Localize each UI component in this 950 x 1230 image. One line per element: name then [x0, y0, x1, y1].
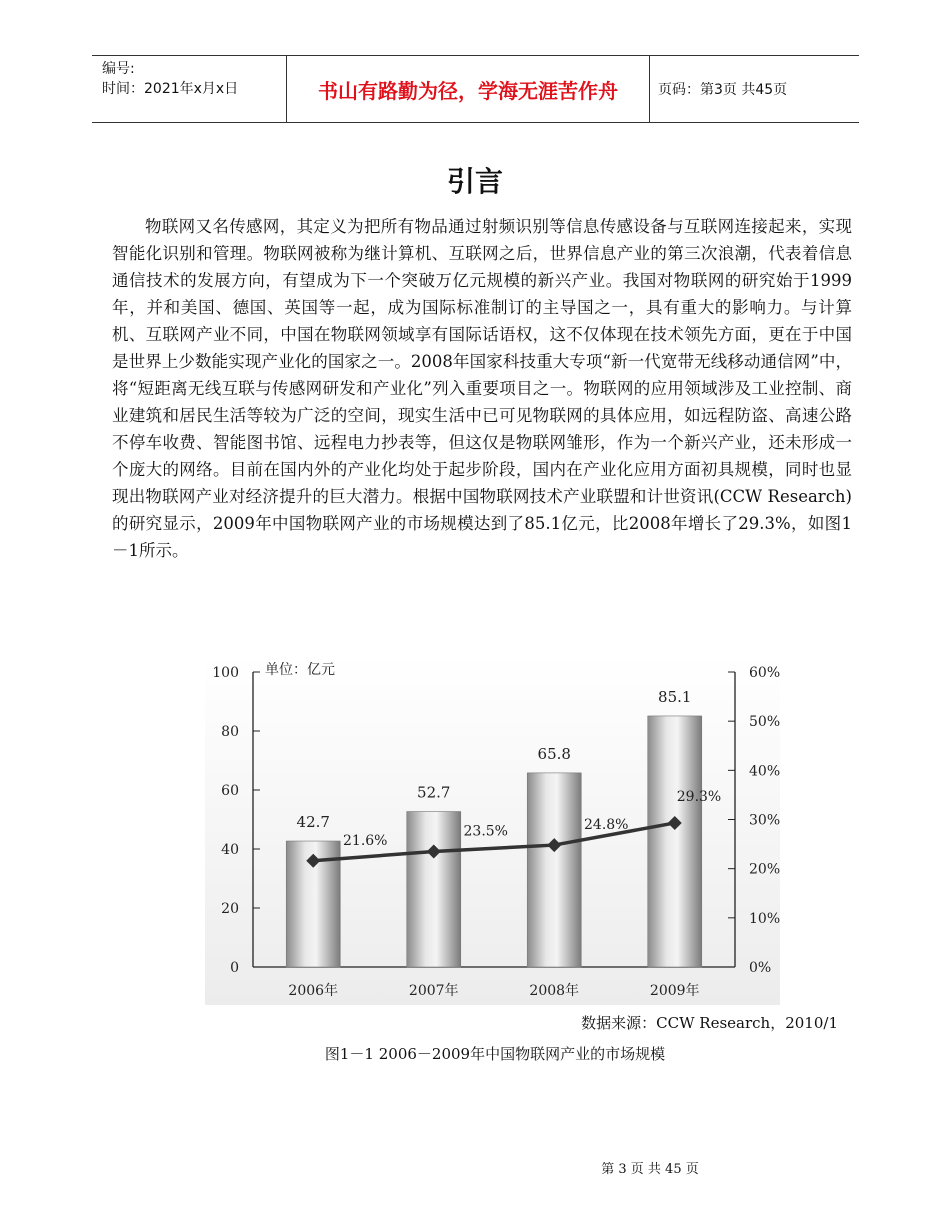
data-source: 数据来源：CCW Research，2010/1: [581, 1014, 838, 1032]
page-footer: 第 3 页 共 45 页: [601, 1162, 699, 1177]
x-tick-label: 2006年: [288, 983, 339, 999]
bar: [407, 812, 461, 967]
y-tick-label: 80: [221, 724, 239, 740]
chart-svg: [205, 655, 780, 1005]
y-tick-label: 100: [212, 665, 239, 681]
y2-tick-label: 60%: [749, 665, 780, 681]
bar-value-label: 85.1: [658, 687, 692, 706]
header-motto: 书山有路勤为径，学海无涯苦作舟: [318, 78, 618, 103]
growth-label: 24.8%: [584, 817, 629, 834]
bar: [648, 716, 702, 967]
time-label: 时间：2021年x月x日: [102, 81, 239, 97]
unit-label: 单位：亿元: [265, 662, 335, 678]
x-tick-label: 2009年: [649, 983, 700, 999]
x-tick-label: 2008年: [529, 983, 580, 999]
y2-tick-label: 40%: [749, 763, 780, 780]
y-tick-label: 0: [230, 960, 239, 976]
growth-label: 23.5%: [463, 823, 508, 840]
page-header: [92, 55, 859, 123]
header-divider: [649, 56, 650, 122]
y2-tick-label: 30%: [749, 812, 780, 829]
x-tick-label: 2007年: [408, 983, 459, 999]
header-page-info: 页码：第3页 共45页: [658, 82, 788, 98]
bar-value-label: 65.8: [537, 744, 571, 763]
body-paragraph: 物联网又名传感网，其定义为把所有物品通过射频识别等信息传感设备与互联网连接起来，实现智能化识别和管理。物联网被称为继计算机、互联网之后，世界信息产业的第三次浪潮，代表着信息通信技术的发展方向，有望成为下一个突破万亿元规模的新兴产业。我国对物联网的研究始于1999年，并和美国、德国、英国等一起，成为国际标准制订的主导国之一，具有重大的影响力。与计算机、互联网产业不同，中国在物联网领域享有国际话语权，这不仅体现在技术领先方面，更在于中国是世界上少数能实现产业化的国家之一。2008年国家科技重大专项“新一代宽带无线移动通信网”中，将“短距离无线互联与传感网研发和产业化”列入重要项目之一。物联网的应用领域涉及工业控制、商业建筑和居民生活等较为广泛的空间，现实生活中已可见物联网的具体应用，如远程防盗、高速公路不停车收费、智能图书馆、远程电力抄表等，但这仅是物联网雏形，作为一个新兴产业，还未形成一个庞大的网络。目前在国内外的产业化均处于起步阶段，国内在产业化应用方面初具规模，同时也显现出物联网产业对经济提升的巨大潜力。根据中国物联网技术产业联盟和计世资讯(CCW Research)的研究显示，2009年中国物联网产业的市场规模达到了85.1亿元，比2008年增长了29.3%，如图1－1所示。: [112, 217, 852, 560]
y2-tick-label: 10%: [749, 910, 780, 927]
y2-tick-label: 20%: [749, 861, 780, 878]
y-tick-label: 20: [221, 901, 239, 917]
number-label: 编号:: [102, 61, 135, 77]
header-meta: [102, 59, 282, 99]
bar-value-label: 42.7: [296, 813, 330, 832]
figure-caption: 图1－1 2006－2009年中国物联网产业的市场规模: [324, 1045, 666, 1063]
growth-label: 21.6%: [343, 832, 388, 849]
bar: [527, 773, 581, 967]
page-title: 引言: [446, 165, 503, 198]
y2-tick-label: 50%: [749, 714, 780, 731]
y2-tick-label: 0%: [749, 960, 772, 976]
y-tick-label: 60: [221, 783, 239, 799]
market-size-chart: [205, 655, 780, 1005]
y-tick-label: 40: [221, 842, 239, 858]
bar-value-label: 52.7: [417, 783, 451, 802]
growth-label: 29.3%: [676, 788, 722, 805]
body-text: [112, 213, 852, 564]
